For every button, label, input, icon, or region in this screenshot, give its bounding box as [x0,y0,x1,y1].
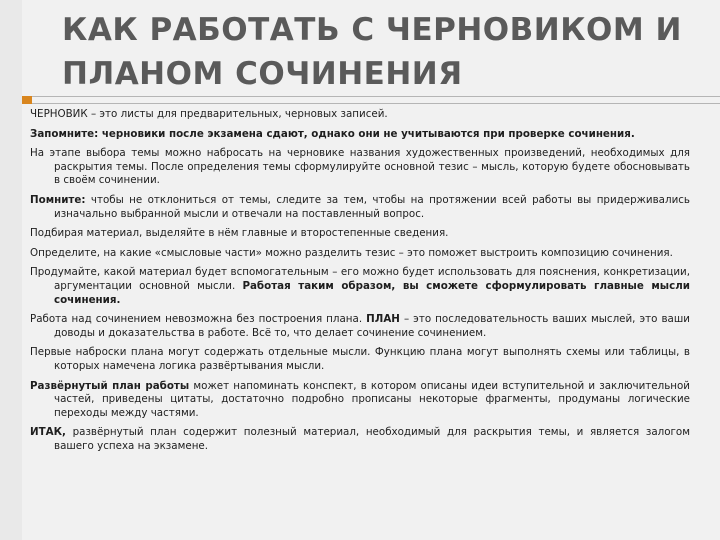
para-8 [30,313,690,340]
para-6-text: Определите, на какие «смысловые части» можно разделить тезис – это поможет выстроить композицию сочинения. [30,246,673,259]
accent-mark [22,96,32,104]
page-title: КАК РАБОТАТЬ С ЧЕРНОВИКОМ И ПЛАНОМ СОЧИНЕНИЯ [62,12,682,92]
para-5 [30,227,690,241]
para-8-text-2: – это последовательность ваших мыслей, это ваши доводы и доказательства в работе. Всё то, что делает сочинение сочинением. [54,313,690,339]
para-7 [30,266,690,307]
para-4-lead: Помните: [30,193,86,206]
para-9-text: Первые наброски плана могут содержать отдельные мысли. Функцию плана могут выполнять схемы или таблицы, в которых намечена логика развёртывания мысли. [30,346,690,372]
para-11 [30,426,690,453]
para-10-lead: Развёрнутый план работы [30,379,190,392]
para-2 [30,128,690,142]
para-10-text: может напоминать конспект, в котором описаны идеи вступительной и заключительной частей, приведены цитаты, достаточно подробно прописаны некоторые фрагменты, продуманы логические переходы между частями. [54,379,690,419]
content [30,108,690,459]
para-7-text: Продумайте, какой материал будет вспомогательным – его можно будет использовать для пояснения, конкретизации, аргументации основной мысли. [30,266,690,292]
left-stripe [0,0,22,540]
para-6 [30,247,690,261]
para-2-text: Запомните: черновики после экзамена сдают, однако они не учитываются при проверке сочинения. [30,127,635,140]
para-4 [30,194,690,221]
para-1-text: ЧЕРНОВИК – это листы для предварительных, черновых записей. [30,108,388,120]
para-8-text-1: Работа над сочинением невозможна без построения плана. [30,313,367,326]
para-5-text: Подбирая материал, выделяйте в нём главные и второстепенные сведения. [30,227,449,240]
para-7-bold: Работая таким образом, вы сможете сформулировать главные мысли сочинения. [54,279,690,306]
para-3-text: На этапе выбора темы можно набросать на черновике названия художественных произведений, необходимых для раскрытия темы. После определения темы сформулируйте основной тезис – мысль, которую будете обосновывать в своём сочинении. [30,147,690,187]
para-11-lead: ИТАК, [30,426,66,439]
para-9 [30,346,690,373]
para-4-text: чтобы не отклониться от темы, следите за тем, чтобы на протяжении всей работы вы придерживались изначально выбранной мысли и отвечали на поставленный вопрос. [54,193,690,220]
para-11-text: развёрнутый план содержит полезный материал, необходимый для раскрытия темы, и является залогом вашего успеха на экзамене. [54,426,690,452]
para-10 [30,380,690,421]
title-divider [22,96,720,104]
para-8-bold: ПЛАН [366,313,400,326]
para-3 [30,147,690,188]
para-1 [30,108,690,122]
